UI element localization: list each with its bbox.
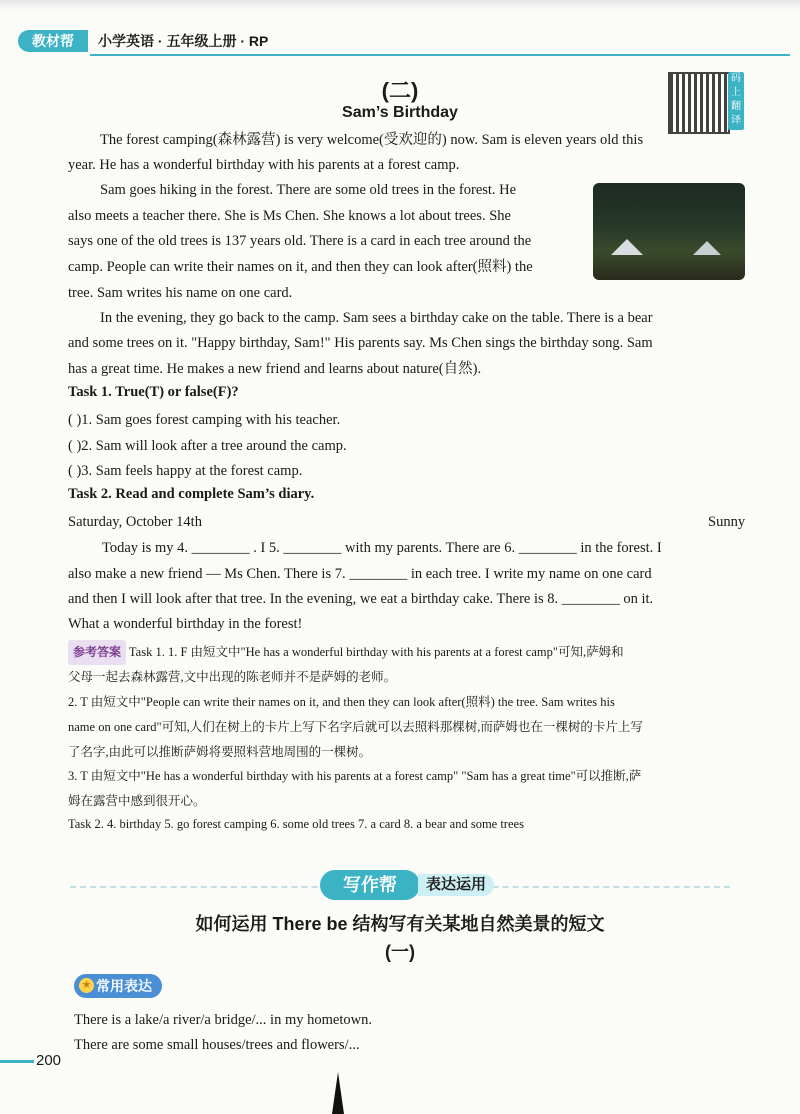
section-number: (二) xyxy=(381,78,419,103)
story-line: has a great time. He makes a new friend and learns about nature(自然). xyxy=(68,361,482,377)
story-line: says one of the old trees is 137 years old. There is a card in each tree around the xyxy=(68,233,532,249)
story-line: The forest camping(森林露营) is very welcome(受欢迎的) now. Sam is eleven years old this xyxy=(100,132,644,148)
brand-tab: 教材帮 xyxy=(18,30,88,52)
diary-line[interactable]: and then I will look after that tree. In the evening, we eat a birthday cake. There is 8. ________ on it. xyxy=(68,591,654,607)
task2-heading: Task 2. Read and complete Sam’s diary. xyxy=(68,486,315,502)
task1-item[interactable]: ( )3. Sam feels happy at the forest camp. xyxy=(68,463,303,479)
writing-title: 如何运用 There be 结构写有关某地自然美景的短文 xyxy=(195,914,605,934)
writing-number: (一) xyxy=(385,942,415,962)
camp-photo xyxy=(593,183,745,280)
qr-tag: 码上翻译 xyxy=(728,72,744,130)
story-line: also meets a teacher there. She is Ms Chen. She knows a lot about trees. She xyxy=(68,208,511,224)
diary-line[interactable]: also make a new friend — Ms Chen. There is 7. ________ in each tree. I write my name on one card xyxy=(68,566,652,582)
task1-item[interactable]: ( )1. Sam goes forest camping with his teacher. xyxy=(68,412,341,428)
answer-text: Task 1. 1. F 由短文中"He has a wonderful birthday with his parents at a forest camp"可知,萨姆和 xyxy=(128,645,624,659)
story-line: camp. People can write their names on it, and then they can look after(照料) the xyxy=(68,259,533,275)
expressions-badge xyxy=(74,974,162,998)
answer-line xyxy=(68,640,624,665)
star-icon: ★ xyxy=(79,978,94,993)
answer-line: 了名字,由此可以推断萨姆将要照料营地周围的一棵树。 xyxy=(68,745,372,759)
page-number: 200 xyxy=(36,1052,62,1069)
expression-line: There is a lake/a river/a bridge/... in my hometown. xyxy=(74,1012,372,1028)
binding-mark xyxy=(332,1072,344,1114)
story-title: Sam’s Birthday xyxy=(342,104,458,121)
story-line: year. He has a wonderful birthday with his parents at a forest camp. xyxy=(68,157,460,173)
task1-item[interactable]: ( )2. Sam will look after a tree around the camp. xyxy=(68,438,347,454)
writing-banner-sub: 表达运用 xyxy=(418,874,494,896)
writing-banner xyxy=(320,870,520,900)
story-line: and some trees on it. "Happy birthday, Sam!" His parents say. Ms Chen sings the birthday song. Sam xyxy=(68,335,653,351)
story-line: In the evening, they go back to the camp. Sam sees a birthday cake on the table. There is a bear xyxy=(100,310,653,326)
answer-line: 姆在露营中感到很开心。 xyxy=(68,794,206,808)
answer-line: 3. T 由短文中"He has a wonderful birthday with his parents at a forest camp" "Sam has a great time"可以推断,萨 xyxy=(68,769,642,783)
diary-line: What a wonderful birthday in the forest! xyxy=(68,616,303,632)
story-line: Sam goes hiking in the forest. There are some old trees in the forest. He xyxy=(100,182,517,198)
story-line: tree. Sam writes his name on one card. xyxy=(68,285,293,301)
expression-line: There are some small houses/trees and flowers/... xyxy=(74,1037,360,1053)
answer-label: 参考答案 xyxy=(68,640,126,665)
answer-line: name on one card"可知,人们在树上的卡片上写下名字后就可以去照料那棵树,而萨姆也在一棵树的卡片上写 xyxy=(68,720,643,734)
page-bar xyxy=(0,1060,34,1063)
task1-heading: Task 1. True(T) or false(F)? xyxy=(68,384,239,400)
diary-weather: Sunny xyxy=(708,514,746,530)
qr-code-icon[interactable] xyxy=(668,72,730,134)
expressions-badge-label: 常用表达 xyxy=(96,978,152,994)
book-title: 小学英语 · 五年级上册 · RP xyxy=(98,33,269,49)
answer-line: 2. T 由短文中"People can write their names on it, and then they can look after(照料) the tree. Sam writes his xyxy=(68,695,615,709)
answer-line: Task 2. 4. birthday 5. go forest camping 6. some old trees 7. a card 8. a bear and some trees xyxy=(68,817,524,831)
scan-edge xyxy=(0,0,800,10)
diary-date: Saturday, October 14th xyxy=(68,514,202,530)
diary-line[interactable]: Today is my 4. ________ . I 5. ________ with my parents. There are 6. ________ in the forest. I xyxy=(102,540,662,556)
answer-line: 父母一起去森林露营,文中出现的陈老师并不是萨姆的老师。 xyxy=(68,670,397,684)
header-divider xyxy=(90,54,790,56)
writing-banner-main: 写作帮 xyxy=(320,870,420,900)
